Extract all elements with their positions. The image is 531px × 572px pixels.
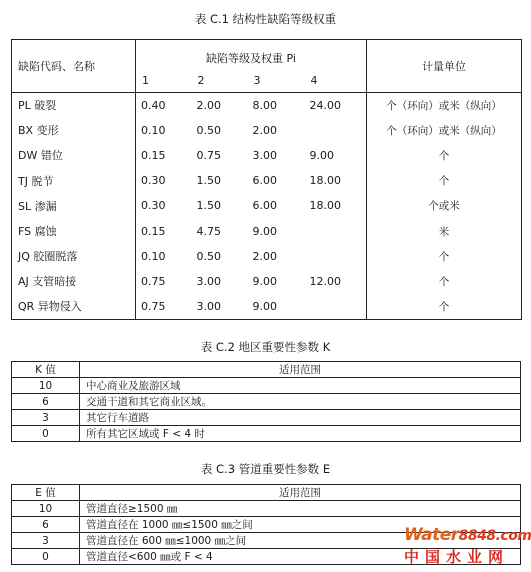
scope-text: 所有其它区域或 F < 4 时 — [80, 426, 521, 442]
weight-value: 4.75 — [196, 224, 221, 238]
table-row — [12, 378, 521, 394]
weight-value: 3.00 — [252, 148, 277, 162]
table-row — [12, 193, 522, 218]
unit-value: 个 — [438, 175, 450, 188]
header-scope: 适用范围 — [80, 362, 521, 378]
weight-value — [305, 218, 367, 243]
weight-value: 2.00 — [252, 123, 277, 137]
weight-value: 2.00 — [252, 249, 277, 263]
header-unit: 计量单位 — [367, 40, 522, 93]
weight-value: 24.00 — [305, 93, 367, 118]
watermark-logo — [404, 525, 531, 568]
weight-value — [305, 244, 367, 269]
header-grade-4: 4 — [305, 70, 367, 93]
header-e-value: E 值 — [12, 485, 80, 501]
weight-value: 0.10 — [141, 249, 166, 263]
unit-value: 个 — [438, 250, 450, 263]
header-grade-2: 2 — [192, 70, 248, 93]
weight-value — [305, 118, 367, 143]
weight-value: 8.00 — [252, 98, 277, 112]
weight-value: 9.00 — [252, 224, 277, 238]
header-grade-3: 3 — [248, 70, 305, 93]
watermark-site-name: 中国水业网 — [404, 548, 510, 566]
unit-value: 个或米 — [428, 200, 460, 213]
table-row — [12, 426, 521, 442]
table-header-row — [12, 485, 521, 501]
table-row — [12, 294, 522, 319]
table-row — [12, 269, 522, 294]
defect-code: QR 异物侵入 — [12, 294, 136, 319]
weight-value: 0.15 — [141, 224, 166, 238]
defect-code: JQ 胶圈脱落 — [12, 244, 136, 269]
header-grade-weight: 缺陷等级及权重 Pi — [136, 40, 367, 70]
weight-value: 0.75 — [141, 299, 166, 313]
weight-value: 0.50 — [196, 249, 221, 263]
header-defect-code: 缺陷代码、名称 — [12, 40, 136, 93]
unit-value: 个 — [438, 149, 450, 162]
header-scope: 适用范围 — [80, 485, 521, 501]
weight-value: 0.10 — [141, 123, 166, 137]
weight-value: 3.00 — [196, 274, 221, 288]
table-c1-caption: 表 C.1 结构性缺陷等级权重 — [194, 12, 337, 26]
defect-code: AJ 支管暗接 — [12, 269, 136, 294]
scope-text: 交通干道和其它商业区域。 — [80, 394, 521, 410]
scope-text: 管道直径≥1500 ㎜ — [80, 501, 521, 517]
weight-value: 9.00 — [252, 274, 277, 288]
weight-value: 18.00 — [305, 193, 367, 218]
table-row — [12, 244, 522, 269]
header-k-value: K 值 — [12, 362, 80, 378]
unit-value: 个 — [438, 275, 450, 288]
weight-value: 6.00 — [252, 174, 277, 188]
e-value: 10 — [12, 501, 80, 517]
table-row — [12, 218, 522, 243]
k-value: 10 — [12, 378, 80, 394]
weight-value: 0.50 — [196, 123, 221, 137]
k-value: 6 — [12, 394, 80, 410]
table-row — [12, 143, 522, 168]
weight-value: 1.50 — [196, 199, 221, 213]
weight-value: 0.40 — [141, 98, 166, 112]
table-row — [12, 410, 521, 426]
defect-code: DW 错位 — [12, 143, 136, 168]
watermark-word: Water — [404, 525, 459, 545]
k-value: 3 — [12, 410, 80, 426]
table-row — [12, 93, 522, 118]
defect-code: TJ 脱节 — [12, 168, 136, 193]
table-header-row — [12, 362, 521, 378]
unit-value: 米 — [438, 225, 450, 238]
unit-value: 个（环向）或米（纵向） — [386, 99, 502, 112]
table-c1 — [11, 39, 522, 320]
defect-code: FS 腐蚀 — [12, 218, 136, 243]
scope-text: 管道直径在 600 ㎜≤1000 ㎜之间 — [80, 533, 521, 549]
scope-text: 中心商业及旅游区域 — [80, 378, 521, 394]
table-c2-caption: 表 C.2 地区重要性参数 K — [200, 340, 331, 354]
scope-text: 其它行车道路 — [80, 410, 521, 426]
table-row — [12, 118, 522, 143]
defect-code: PL 破裂 — [12, 93, 136, 118]
weight-value: 9.00 — [252, 299, 277, 313]
weight-value: 1.50 — [196, 174, 221, 188]
header-grade-1: 1 — [136, 70, 192, 93]
defect-code: BX 变形 — [12, 118, 136, 143]
weight-value: 3.00 — [196, 299, 221, 313]
weight-value: 6.00 — [252, 199, 277, 213]
weight-value: 2.00 — [196, 98, 221, 112]
weight-value: 0.15 — [141, 148, 166, 162]
e-value: 0 — [12, 549, 80, 565]
scope-text: 管道直径在 1000 ㎜≤1500 ㎜之间 — [80, 517, 521, 533]
weight-value: 12.00 — [305, 269, 367, 294]
watermark-number: 8848 — [458, 528, 496, 544]
weight-value: 0.75 — [196, 148, 221, 162]
defect-code: SL 渗漏 — [12, 193, 136, 218]
table-row — [12, 501, 521, 517]
weight-value: 0.30 — [141, 199, 166, 213]
watermark-domain: .com — [495, 528, 531, 544]
table-c2 — [11, 361, 521, 442]
scope-text: 管道直径<600 ㎜或 F < 4 — [80, 549, 521, 565]
weight-value — [305, 294, 367, 319]
weight-value: 0.30 — [141, 174, 166, 188]
e-value: 6 — [12, 517, 80, 533]
table-c3-caption: 表 C.3 管道重要性参数 E — [200, 462, 331, 476]
weight-value: 0.75 — [141, 274, 166, 288]
table-row — [12, 394, 521, 410]
weight-value: 9.00 — [305, 143, 367, 168]
e-value: 3 — [12, 533, 80, 549]
weight-value: 18.00 — [305, 168, 367, 193]
k-value: 0 — [12, 426, 80, 442]
unit-value: 个 — [438, 300, 450, 313]
unit-value: 个（环向）或米（纵向） — [386, 124, 502, 137]
table-row — [12, 168, 522, 193]
